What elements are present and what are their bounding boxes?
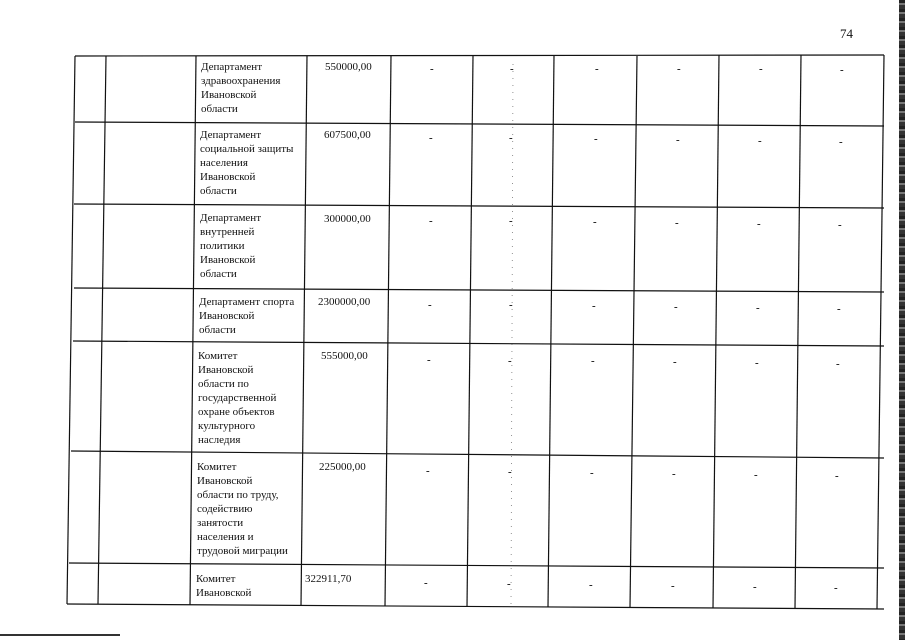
table-row-4-cell-6: - [837, 303, 841, 315]
table-row-4-amount: 2300000,00 [318, 296, 371, 308]
table-row-3-cell-4: - [675, 217, 679, 229]
table-row-6-cell-3: - [590, 467, 594, 479]
row-line [75, 55, 884, 56]
table-row-1-amount: 550000,00 [325, 61, 372, 73]
table-row-6-cell-5: - [754, 469, 758, 481]
table-row-6-cell-6: - [835, 470, 839, 482]
table-row-2-amount: 607500,00 [324, 129, 371, 141]
row-line [73, 341, 884, 346]
row-line [75, 122, 884, 126]
table-row-5-amount: 555000,00 [321, 350, 368, 362]
table-row-5-cell-5: - [755, 357, 759, 369]
column-line [98, 56, 106, 604]
table-row-3-cell-1: - [429, 215, 433, 227]
table-row-4-cell-5: - [756, 302, 760, 314]
table-row-7-cell-3: - [589, 579, 593, 591]
table-row-7-cell-1: - [424, 577, 428, 589]
column-line [467, 56, 473, 607]
table-row-7-cell-6: - [834, 582, 838, 594]
table-row-3-amount: 300000,00 [324, 213, 371, 225]
table-row-5-organization: Комитет Ивановской области по государственной охране объектов культурного наследия [198, 350, 277, 446]
column-line [385, 56, 391, 606]
column-line [795, 55, 801, 608]
column-line [877, 55, 884, 609]
table-row-7-amount: 322911,70 [305, 573, 352, 585]
table-row-3-cell-2: - [509, 215, 513, 227]
table-row-2-cell-6: - [839, 136, 843, 148]
table-row-3-organization: Департамент внутренней политики Ивановской области [200, 212, 262, 280]
table-row-3-cell-6: - [838, 219, 842, 231]
scan-speckle [511, 64, 513, 606]
table-row-2-cell-3: - [594, 133, 598, 145]
table-row-3-cell-3: - [593, 216, 597, 228]
table-row-7-cell-2: - [507, 578, 511, 590]
page-number: 74 [840, 26, 853, 41]
row-line [74, 288, 884, 292]
table-row-6-cell-4: - [672, 468, 676, 480]
table-row-5-cell-4: - [673, 356, 677, 368]
table-row-1-cell-4: - [677, 63, 681, 75]
scan-edge [899, 0, 905, 640]
table-row-6-amount: 225000,00 [319, 461, 366, 473]
row-line [71, 451, 884, 458]
table-row-5-cell-6: - [836, 358, 840, 370]
table-row-2-cell-5: - [758, 135, 762, 147]
column-line [548, 56, 554, 607]
table-row-6-cell-1: - [426, 465, 430, 477]
table-row-3-cell-5: - [757, 218, 761, 230]
table-row-5-cell-1: - [427, 354, 431, 366]
table-row-4-cell-4: - [674, 301, 678, 313]
table-row-4-cell-3: - [592, 300, 596, 312]
column-line [190, 56, 196, 605]
table-row-1-cell-3: - [595, 63, 599, 75]
table-row-2-cell-1: - [429, 132, 433, 144]
table-row-4-cell-1: - [428, 299, 432, 311]
table-row-7-organization: Комитет Ивановской [196, 573, 252, 599]
table-row-6-organization: Комитет Ивановской области по труду, содействию занятости населения и трудовой миграции [197, 461, 288, 557]
table-row-1-cell-5: - [759, 63, 763, 75]
scan-artifact-line [0, 634, 120, 636]
table-row-1-cell-2: - [510, 63, 514, 75]
table-row-1-cell-6: - [840, 64, 844, 76]
table-row-1-organization: Департамент здравоохранения Ивановской области [201, 61, 281, 115]
column-line [630, 56, 637, 608]
table-row-1-cell-1: - [430, 63, 434, 75]
table-row-5-cell-2: - [508, 355, 512, 367]
column-line [67, 56, 75, 604]
table-row-6-cell-2: - [508, 466, 512, 478]
table-row-2-cell-4: - [676, 134, 680, 146]
table-row-7-cell-4: - [671, 580, 675, 592]
row-line [74, 204, 884, 208]
table-row-4-organization: Департамент спорта Ивановской области [199, 296, 295, 336]
table-row-7-cell-5: - [753, 581, 757, 593]
table-row-4-cell-2: - [509, 299, 513, 311]
table-row-2-organization: Департамент социальной защиты населения Ивановской области [200, 129, 294, 197]
column-line [713, 55, 719, 608]
row-line [69, 563, 884, 568]
table-row-5-cell-3: - [591, 355, 595, 367]
table-row-2-cell-2: - [509, 132, 513, 144]
